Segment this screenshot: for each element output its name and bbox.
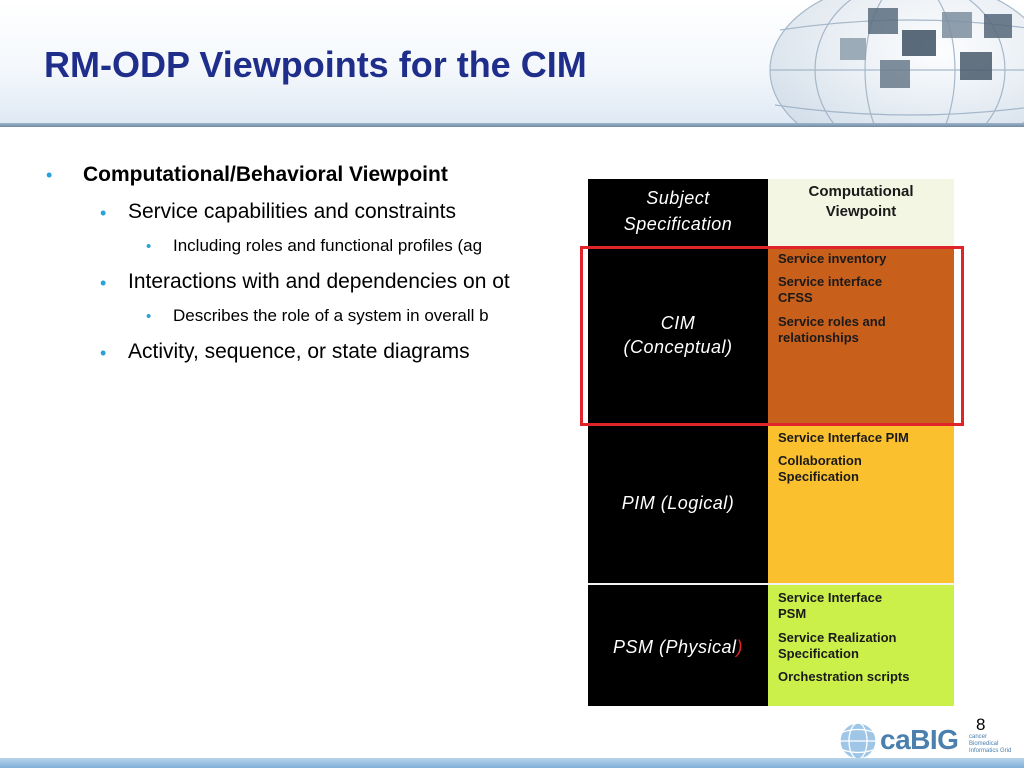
psm-item: Service Interface PSM <box>778 590 883 621</box>
bullet-dot-icon: • <box>100 343 107 363</box>
header-left-text: Subject Specification <box>623 188 733 234</box>
cabig-logo <box>838 720 1018 762</box>
cim-item: Service interface CFSS <box>778 274 883 305</box>
slide-title: RM-ODP Viewpoints for the CIM <box>44 44 587 85</box>
pim-item: Collaboration Specification <box>778 453 862 484</box>
cim-label: CIM (Conceptual) <box>623 313 733 357</box>
bullet-level3: Including roles and functional profiles (ag <box>173 236 483 255</box>
bullet-level2: Service capabilities and constraints <box>128 200 457 223</box>
psm-item: Orchestration scripts <box>778 669 910 684</box>
footer-bar <box>0 758 1024 768</box>
cim-highlight-box <box>580 246 964 426</box>
table-row-label-psm <box>588 585 768 706</box>
cabig-globe-icon <box>838 721 878 761</box>
bullet-dot-icon: • <box>146 308 152 325</box>
table-row-psm <box>768 585 954 706</box>
table-row-label-pim <box>588 425 768 583</box>
bullet-level2: Activity, sequence, or state diagrams <box>128 340 470 363</box>
cim-item: Service roles and relationships <box>778 314 886 345</box>
header-right-text: Computational Viewpoint <box>808 183 914 220</box>
table-header-left <box>588 179 768 247</box>
cabig-tagline: cancer Biomedical Informatics Grid <box>969 734 1012 754</box>
psm-label <box>588 585 768 658</box>
psm-label-paren: ) <box>736 637 744 657</box>
table-header-right <box>768 179 954 247</box>
psm-label-main: PSM (Physical <box>612 637 737 657</box>
bullet-dot-icon: • <box>146 238 152 255</box>
pim-item: Service Interface PIM <box>778 430 909 445</box>
bullet-level2: Interactions with and dependencies on ot <box>128 270 510 293</box>
bullet-level3: Describes the role of a system in overall b <box>173 306 489 325</box>
cim-item: Service inventory <box>778 251 887 266</box>
cabig-wordmark: caBIG <box>880 724 959 755</box>
bullet-level1: Computational/Behavioral Viewpoint <box>83 163 448 186</box>
bullet-dot-icon: • <box>100 273 107 293</box>
page-number: 8 <box>976 715 986 734</box>
bullet-dot-icon: • <box>46 165 53 185</box>
bullet-dot-icon: • <box>100 203 107 223</box>
pim-label: PIM (Logical) <box>621 493 735 513</box>
table-row-pim <box>768 425 954 583</box>
psm-item: Service Realization Specification <box>778 630 897 661</box>
